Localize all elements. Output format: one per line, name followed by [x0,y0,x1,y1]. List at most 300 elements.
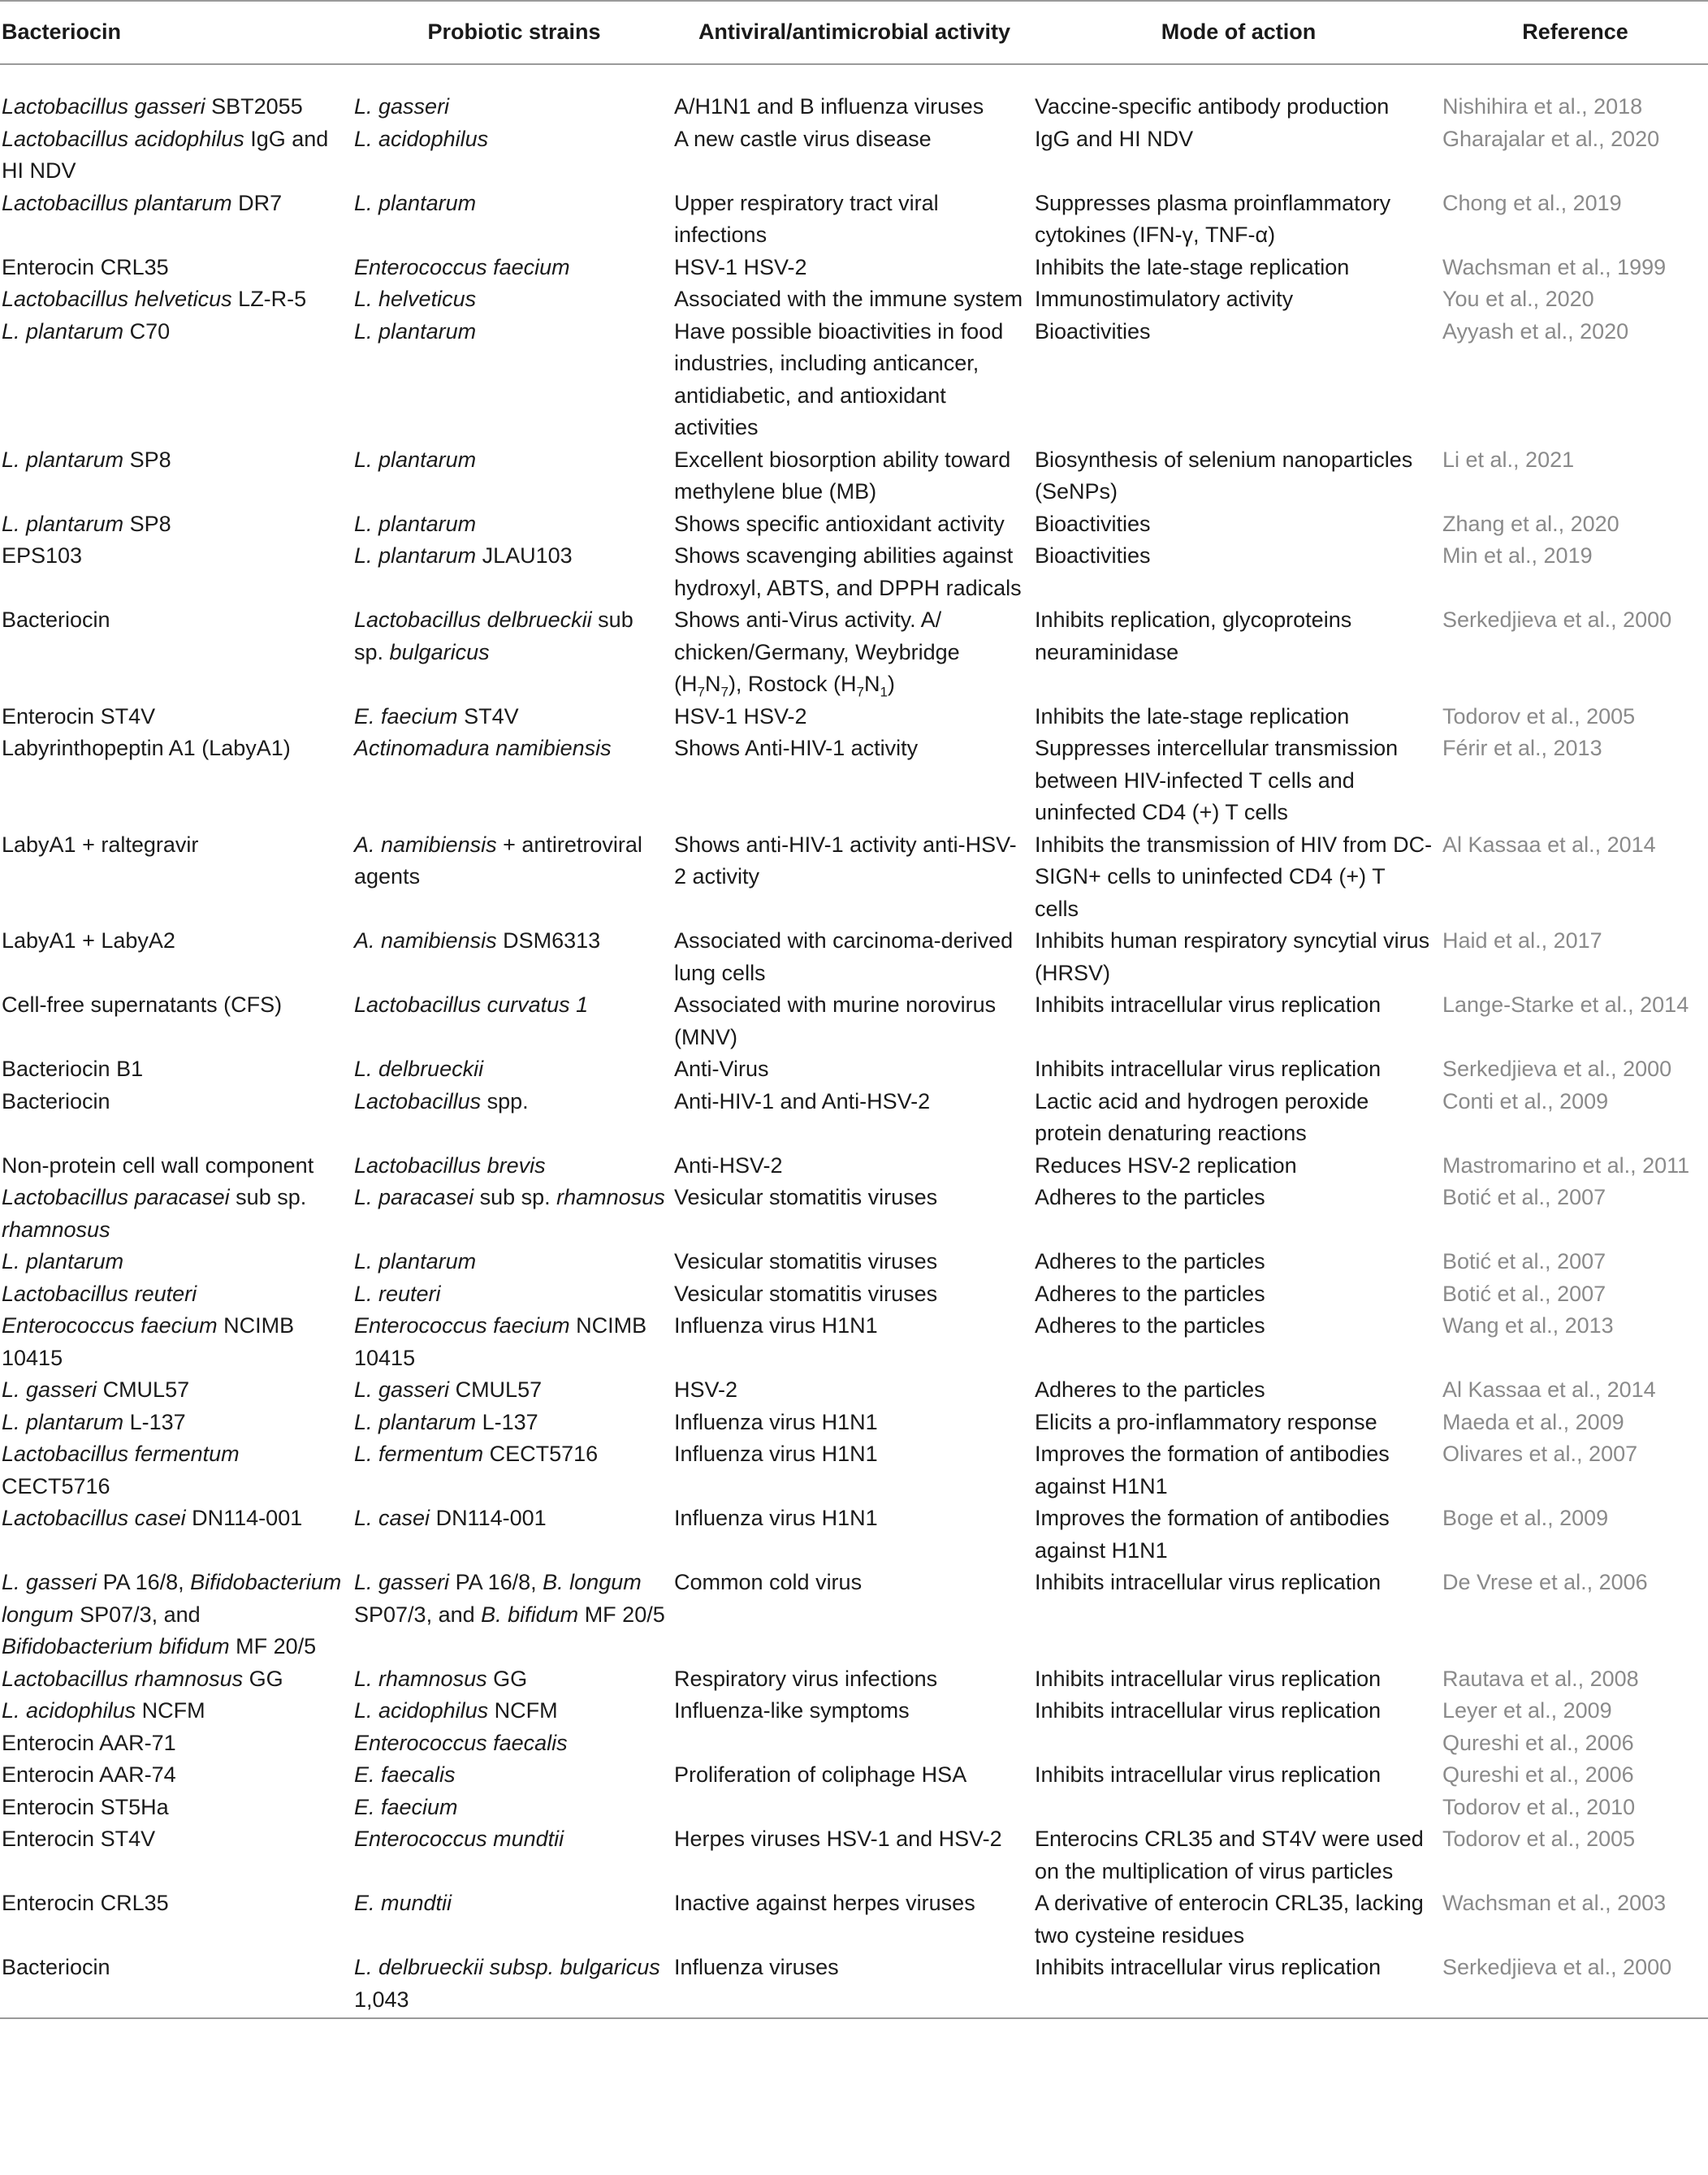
cell-activity-text: Shows Anti-HIV-1 activity [674,736,919,760]
table-row [0,925,1708,989]
cell-mode-of-action-text: Inhibits intracellular virus replication [1035,992,1382,1017]
cell-reference: Rautava et al., 2008 [1442,1666,1639,1691]
cell-mode-of-action [1035,540,1442,604]
cell-reference: Lange-Starke et al., 2014 [1442,992,1689,1017]
cell-probiotic-strain-text: Enterococcus faecalis [354,1730,568,1755]
cell-probiotic-strain-text: L. helveticus [354,287,477,311]
cell-mode-of-action [1035,1182,1442,1246]
cell-bacteriocin-text: Bacteriocin [2,1088,110,1113]
cell-mode-of-action-text: Lactic acid and hydrogen peroxide protein denaturing reactions [1035,1088,1369,1145]
cell-mode-of-action [1035,252,1442,284]
cell-activity-text: Shows specific antioxidant activity [674,511,1005,536]
table-row [0,1310,1708,1374]
cell-probiotic-strain-text: Enterococcus faecium [354,254,570,279]
cell-reference: You et al., 2020 [1442,287,1594,311]
cell-probiotic-strain [354,604,674,701]
cell-bacteriocin-text: Labyrinthopeptin A1 (LabyA1) [2,736,291,760]
cell-mode-of-action-text: Inhibits intracellular virus replication [1035,1955,1382,1979]
cell-mode-of-action [1035,444,1442,508]
cell-bacteriocin-text: SBT2055 [205,94,303,119]
cell-bacteriocin-text: DR7 [231,190,283,215]
cell-mode-of-action-text: Reduces HSV-2 replication [1035,1152,1297,1178]
cell-bacteriocin [0,1438,354,1503]
cell-probiotic-strain [354,733,674,829]
cell-probiotic-strain-text: NCFM [488,1698,558,1723]
cell-bacteriocin-text: Non-protein cell wall component [2,1152,314,1178]
cell-mode-of-action-text: Inhibits the late-stage replication [1035,703,1350,729]
cell-reference: Wachsman et al., 2003 [1442,1891,1667,1915]
cell-probiotic-strain-text: NCIMB 10415 [354,1313,647,1370]
cell-bacteriocin [0,1246,354,1278]
cell-probiotic-strain-text: E. mundtii [354,1891,452,1915]
cell-bacteriocin [0,1182,354,1246]
cell-activity [674,1759,1035,1792]
table-row [0,1438,1708,1503]
cell-mode-of-action [1035,64,1442,123]
cell-activity-text: N [704,672,721,696]
cell-reference: Wachsman et al., 1999 [1442,254,1667,279]
cell-activity [674,1727,1035,1760]
cell-reference: Chong et al., 2019 [1442,190,1622,215]
cell-activity [674,925,1035,989]
cell-probiotic-strain [354,701,674,733]
cell-bacteriocin-text: Enterocin AAR-71 [2,1730,176,1755]
cell-reference: Férir et al., 2013 [1442,736,1602,760]
cell-probiotic-strain [354,1310,674,1374]
cell-probiotic-strain-text: E. faecium [354,703,458,729]
cell-probiotic-strain-text: B. longum [543,1570,642,1594]
cell-bacteriocin-text: L. plantarum [2,1409,124,1434]
cell-bacteriocin-text: EPS103 [2,543,83,568]
cell-mode-of-action [1035,1503,1442,1567]
cell-activity-text: HSV-1 HSV-2 [674,254,807,279]
cell-bacteriocin-text: Lactobacillus gasseri [2,94,205,119]
cell-activity [674,1887,1035,1952]
cell-bacteriocin-text: Enterocin CRL35 [2,1891,169,1915]
cell-mode-of-action-text: Inhibits the late-stage replication [1035,254,1350,279]
cell-mode-of-action-text: Inhibits human respiratory syncytial virus (HRSV) [1035,928,1430,985]
cell-bacteriocin [0,701,354,733]
cell-activity [674,316,1035,444]
cell-activity-text: 7 [697,684,705,700]
cell-reference: Qureshi et al., 2006 [1442,1762,1634,1787]
cell-bacteriocin [0,604,354,701]
cell-mode-of-action [1035,733,1442,829]
cell-activity [674,1182,1035,1246]
cell-probiotic-strain [354,1438,674,1503]
cell-probiotic-strain-text: L. plantarum [354,511,477,536]
cell-bacteriocin-text: Enterocin CRL35 [2,254,169,279]
cell-probiotic-strain-text: PA 16/8, [449,1570,543,1594]
cell-reference: Qureshi et al., 2006 [1442,1730,1634,1755]
cell-probiotic-strain-text: CECT5716 [483,1442,599,1466]
cell-reference: Boge et al., 2009 [1442,1506,1609,1530]
cell-bacteriocin [0,1567,354,1663]
cell-bacteriocin-text: Bacteriocin [2,1955,110,1979]
cell-probiotic-strain [354,64,674,123]
cell-probiotic-strain-text: L. acidophilus [354,126,489,151]
cell-bacteriocin [0,508,354,541]
cell-probiotic-strain-text: Enterococcus faecium [354,1313,570,1338]
cell-bacteriocin-text: Lactobacillus paracasei [2,1185,230,1209]
cell-mode-of-action [1035,1278,1442,1311]
cell-mode-of-action [1035,1310,1442,1374]
cell-activity-text: Upper respiratory tract viral infections [674,190,939,247]
cell-reference: Serkedjieva et al., 2000 [1442,1952,1708,2018]
cell-bacteriocin-text: Lactobacillus casei [2,1506,186,1530]
cell-bacteriocin-text: L. acidophilus [2,1698,136,1723]
cell-reference: Todorov et al., 2005 [1442,703,1636,729]
cell-activity-text: A/H1N1 and B influenza viruses [674,94,984,119]
cell-probiotic-strain-text: spp. [481,1088,529,1113]
cell-mode-of-action [1035,1086,1442,1150]
table-row [0,1407,1708,1439]
cell-probiotic-strain-text: L. gasseri [354,1570,450,1594]
cell-mode-of-action [1035,316,1442,444]
cell-bacteriocin [0,1053,354,1086]
cell-bacteriocin [0,1887,354,1952]
cell-reference: Ayyash et al., 2020 [1442,318,1629,344]
header-activity: Antiviral/antimicrobial activity [674,1,1035,64]
cell-bacteriocin-text: LabyA1 + LabyA2 [2,928,175,953]
cell-mode-of-action-text: Bioactivities [1035,511,1151,536]
cell-activity [674,1792,1035,1824]
cell-probiotic-strain-text: CMUL57 [449,1377,543,1402]
cell-probiotic-strain [354,1086,674,1150]
cell-mode-of-action [1035,1567,1442,1663]
cell-bacteriocin-text: L-137 [123,1409,186,1434]
cell-mode-of-action-text: Vaccine-specific antibody production [1035,94,1390,119]
cell-activity-text: ), Rostock (H [728,672,857,696]
cell-reference: Al Kassaa et al., 2014 [1442,832,1656,857]
cell-activity [674,252,1035,284]
cell-activity-text: 7 [856,684,864,700]
table-row [0,733,1708,829]
cell-activity-text: Influenza-like symptoms [674,1698,910,1723]
table-row [0,316,1708,444]
cell-mode-of-action-text: Adheres to the particles [1035,1313,1265,1338]
cell-probiotic-strain-text: JLAU103 [476,543,573,568]
cell-activity [674,1695,1035,1727]
table-row [0,1182,1708,1246]
cell-bacteriocin-text: C70 [123,318,171,344]
cell-mode-of-action [1035,1695,1442,1727]
cell-reference: Todorov et al., 2005 [1442,1827,1636,1851]
cell-mode-of-action [1035,1407,1442,1439]
cell-reference: Min et al., 2019 [1442,543,1593,568]
cell-mode-of-action-text: Inhibits intracellular virus replication [1035,1057,1382,1081]
cell-activity-text: Proliferation of coliphage HSA [674,1762,967,1787]
cell-activity-text: Associated with murine norovirus (MNV) [674,992,997,1049]
cell-mode-of-action [1035,1727,1442,1760]
cell-reference: Serkedjieva et al., 2000 [1442,608,1672,632]
cell-probiotic-strain-text: SP07/3, and [354,1602,482,1627]
cell-activity [674,733,1035,829]
cell-activity [674,829,1035,926]
cell-probiotic-strain-text: ST4V [457,703,519,729]
table-row [0,1086,1708,1150]
cell-activity-text: Herpes viruses HSV-1 and HSV-2 [674,1827,1002,1851]
cell-bacteriocin-text: CMUL57 [97,1377,190,1402]
cell-activity-text: Vesicular stomatitis viruses [674,1281,938,1306]
cell-reference: Botić et al., 2007 [1442,1185,1606,1209]
cell-probiotic-strain-text: bulgaricus [389,639,490,664]
table-row [0,604,1708,701]
table-row [0,123,1708,188]
cell-mode-of-action-text: Inhibits intracellular virus replication [1035,1666,1382,1691]
cell-activity [674,1278,1035,1311]
cell-activity-text: Have possible bioactivities in food industries, including anticancer, antidiabetic, and antioxidant activities [674,318,1004,439]
table-row [0,829,1708,926]
cell-bacteriocin-text: rhamnosus [2,1217,110,1242]
cell-mode-of-action-text: Elicits a pro-inflammatory response [1035,1409,1377,1434]
cell-mode-of-action-text: Biosynthesis of selenium nanoparticles (SeNPs) [1035,447,1413,504]
table-row [0,1759,1708,1792]
table-row [0,1374,1708,1407]
cell-probiotic-strain [354,1567,674,1663]
cell-probiotic-strain [354,283,674,316]
cell-bacteriocin-text: Bifidobacterium bifidum [2,1634,230,1658]
cell-reference: Leyer et al., 2009 [1442,1698,1612,1723]
cell-reference: Haid et al., 2017 [1442,928,1602,953]
cell-reference: Li et al., 2021 [1442,447,1575,472]
cell-probiotic-strain-text: A. namibiensis [354,832,497,857]
cell-activity [674,604,1035,701]
cell-bacteriocin-text: L. plantarum [2,511,124,536]
cell-bacteriocin [0,1086,354,1150]
cell-probiotic-strain-text: DN114-001 [430,1506,547,1530]
cell-mode-of-action-text: Inhibits replication, glycoproteins neuraminidase [1035,608,1352,664]
cell-probiotic-strain [354,1952,674,2018]
cell-bacteriocin-text: L. gasseri [2,1377,97,1402]
cell-activity [674,540,1035,604]
cell-probiotic-strain-text: L. plantarum [354,190,477,215]
cell-bacteriocin [0,1150,354,1183]
cell-activity [674,701,1035,733]
cell-probiotic-strain-text: L. plantarum [354,447,477,472]
table-row [0,252,1708,284]
table-row [0,1053,1708,1086]
cell-mode-of-action-text: Inhibits intracellular virus replication [1035,1698,1382,1723]
cell-mode-of-action [1035,1663,1442,1696]
cell-activity-text: Influenza virus H1N1 [674,1313,878,1338]
cell-reference: Zhang et al., 2020 [1442,511,1619,536]
cell-bacteriocin [0,1792,354,1824]
cell-probiotic-strain-text: sub sp. [354,608,633,664]
table-row [0,1727,1708,1760]
cell-probiotic-strain-text: L. gasseri [354,1377,450,1402]
cell-bacteriocin-text: Bacteriocin B1 [2,1057,144,1081]
table-row [0,701,1708,733]
cell-bacteriocin-text: Lactobacillus acidophilus [2,126,244,151]
cell-bacteriocin-text: L. plantarum [2,447,124,472]
cell-probiotic-strain [354,540,674,604]
cell-bacteriocin [0,733,354,829]
cell-activity [674,444,1035,508]
cell-bacteriocin-text: SP07/3, and [73,1602,201,1627]
cell-activity [674,1053,1035,1086]
cell-probiotic-strain-text: L. plantarum [354,1249,477,1273]
cell-mode-of-action-text: Improves the formation of antibodies against H1N1 [1035,1506,1390,1563]
cell-activity [674,1150,1035,1183]
cell-mode-of-action [1035,1952,1442,2018]
cell-activity-text: Associated with carcinoma-derived lung cells [674,928,1014,985]
cell-activity-text: Vesicular stomatitis viruses [674,1185,938,1209]
table-row [0,1823,1708,1887]
cell-reference: Maeda et al., 2009 [1442,1409,1624,1434]
cell-mode-of-action-text: Adheres to the particles [1035,1281,1265,1306]
cell-probiotic-strain [354,252,674,284]
cell-activity-text: N [863,672,880,696]
cell-activity [674,1407,1035,1439]
cell-probiotic-strain [354,1759,674,1792]
cell-activity-text: Excellent biosorption ability toward methylene blue (MB) [674,447,1011,504]
cell-mode-of-action [1035,1374,1442,1407]
cell-activity-text: Anti-HSV-2 [674,1152,783,1178]
cell-mode-of-action-text: Bioactivities [1035,543,1151,568]
cell-bacteriocin-text: L. gasseri [2,1570,97,1594]
table-row [0,1246,1708,1278]
cell-activity-text: Shows scavenging abilities against hydroxyl, ABTS, and DPPH radicals [674,543,1022,600]
cell-probiotic-strain [354,1727,674,1760]
cell-mode-of-action-text: Bioactivities [1035,318,1151,344]
cell-probiotic-strain [354,1792,674,1824]
cell-probiotic-strain-text: L. plantarum [354,1409,477,1434]
cell-probiotic-strain [354,1053,674,1086]
header-bacteriocin: Bacteriocin [0,1,354,64]
cell-mode-of-action [1035,1246,1442,1278]
cell-bacteriocin [0,1727,354,1760]
cell-activity-text: Inactive against herpes viruses [674,1891,975,1915]
cell-mode-of-action-text: Adheres to the particles [1035,1377,1265,1402]
table-row [0,64,1708,123]
header-row [0,1,1708,64]
cell-bacteriocin [0,188,354,252]
cell-reference: Conti et al., 2009 [1442,1088,1609,1113]
cell-mode-of-action-text: Immunostimulatory activity [1035,287,1294,311]
cell-activity [674,989,1035,1053]
cell-bacteriocin-text: Lactobacillus plantarum [2,190,232,215]
table-row [0,508,1708,541]
cell-probiotic-strain-text: Lactobacillus delbrueckii [354,608,592,632]
cell-reference: Botić et al., 2007 [1442,1249,1606,1273]
cell-activity [674,1663,1035,1696]
cell-probiotic-strain-text: Enterococcus mundtii [354,1827,564,1851]
cell-activity-text: Anti-HIV-1 and Anti-HSV-2 [674,1088,931,1113]
cell-bacteriocin [0,123,354,188]
cell-bacteriocin-text: Lactobacillus helveticus [2,287,232,311]
cell-probiotic-strain-text: L. gasseri [354,94,450,119]
cell-activity-text: Influenza viruses [674,1955,839,1979]
table-row [0,1567,1708,1663]
cell-reference: Todorov et al., 2010 [1442,1794,1636,1819]
cell-bacteriocin-text: Enterocin ST4V [2,1827,156,1851]
cell-bacteriocin-text: SP8 [123,447,171,472]
cell-probiotic-strain-text: 1,043 [354,1987,409,2012]
cell-bacteriocin-text: Lactobacillus fermentum [2,1442,240,1466]
cell-bacteriocin [0,989,354,1053]
cell-probiotic-strain-text: sub sp. [473,1185,557,1209]
cell-bacteriocin [0,1952,354,2018]
cell-reference: Nishihira et al., 2018 [1442,94,1643,119]
cell-bacteriocin-text: IgG and HI NDV [2,126,329,183]
cell-activity [674,508,1035,541]
table-row [0,283,1708,316]
cell-bacteriocin-text: Lactobacillus rhamnosus [2,1666,244,1691]
cell-bacteriocin [0,283,354,316]
cell-activity-text: 7 [720,684,729,700]
cell-activity [674,1374,1035,1407]
cell-probiotic-strain [354,1374,674,1407]
cell-mode-of-action [1035,283,1442,316]
cell-bacteriocin-text: MF 20/5 [229,1634,317,1658]
cell-probiotic-strain [354,1663,674,1696]
cell-activity [674,123,1035,188]
cell-activity-text: A new castle virus disease [674,126,932,151]
cell-probiotic-strain-text: B. bifidum [481,1602,579,1627]
cell-activity-text: Vesicular stomatitis viruses [674,1249,938,1273]
cell-probiotic-strain-text: L. paracasei [354,1185,474,1209]
cell-probiotic-strain-text: L. delbrueckii subsp. bulgaricus [354,1955,660,1979]
cell-mode-of-action [1035,508,1442,541]
cell-probiotic-strain-text: E. faecium [354,1794,458,1819]
cell-bacteriocin-text: Lactobacillus reuteri [2,1281,197,1306]
cell-mode-of-action-text: Suppresses intercellular transmission between HIV-infected T cells and uninfected CD4 (+) T cells [1035,736,1399,824]
cell-bacteriocin [0,829,354,926]
cell-bacteriocin-text: L. plantarum [2,1249,124,1273]
cell-probiotic-strain-text: DSM6313 [496,928,601,953]
cell-bacteriocin-text: GG [243,1666,283,1691]
cell-probiotic-strain [354,316,674,444]
table-row [0,1278,1708,1311]
cell-bacteriocin [0,1278,354,1311]
cell-activity-text: HSV-2 [674,1377,738,1402]
cell-probiotic-strain-text: Lactobacillus [354,1088,482,1113]
cell-mode-of-action [1035,188,1442,252]
cell-probiotic-strain-text: L. plantarum [354,543,477,568]
cell-probiotic-strain [354,508,674,541]
cell-mode-of-action-text: A derivative of enterocin CRL35, lacking two cysteine residues [1035,1891,1424,1948]
cell-probiotic-strain-text: Actinomadura namibiensis [354,736,612,760]
cell-activity [674,1823,1035,1887]
cell-activity-text: Anti-Virus [674,1057,769,1081]
cell-probiotic-strain [354,925,674,989]
cell-mode-of-action [1035,1792,1442,1824]
cell-probiotic-strain-text: GG [486,1666,528,1691]
table-row [0,1887,1708,1952]
cell-probiotic-strain [354,123,674,188]
cell-probiotic-strain [354,1887,674,1952]
cell-bacteriocin-text: CECT5716 [2,1473,110,1498]
header-mode-of-action: Mode of action [1035,1,1442,64]
cell-bacteriocin-text: PA 16/8, [97,1570,191,1594]
cell-activity [674,1503,1035,1567]
cell-mode-of-action [1035,1887,1442,1952]
cell-bacteriocin-text: LabyA1 + raltegravir [2,832,199,857]
cell-bacteriocin [0,1823,354,1887]
cell-probiotic-strain-text: L. plantarum [354,318,477,344]
cell-activity-text: Influenza virus H1N1 [674,1442,878,1466]
cell-mode-of-action [1035,989,1442,1053]
cell-activity [674,1086,1035,1150]
cell-mode-of-action [1035,123,1442,188]
cell-reference: Al Kassaa et al., 2014 [1442,1377,1656,1402]
header-reference: Reference [1442,1,1708,64]
cell-bacteriocin-text: Bifidobacterium longum [2,1570,342,1627]
cell-bacteriocin [0,1695,354,1727]
cell-reference: Mastromarino et al., 2011 [1442,1152,1690,1178]
cell-probiotic-strain-text: L-137 [476,1409,538,1434]
